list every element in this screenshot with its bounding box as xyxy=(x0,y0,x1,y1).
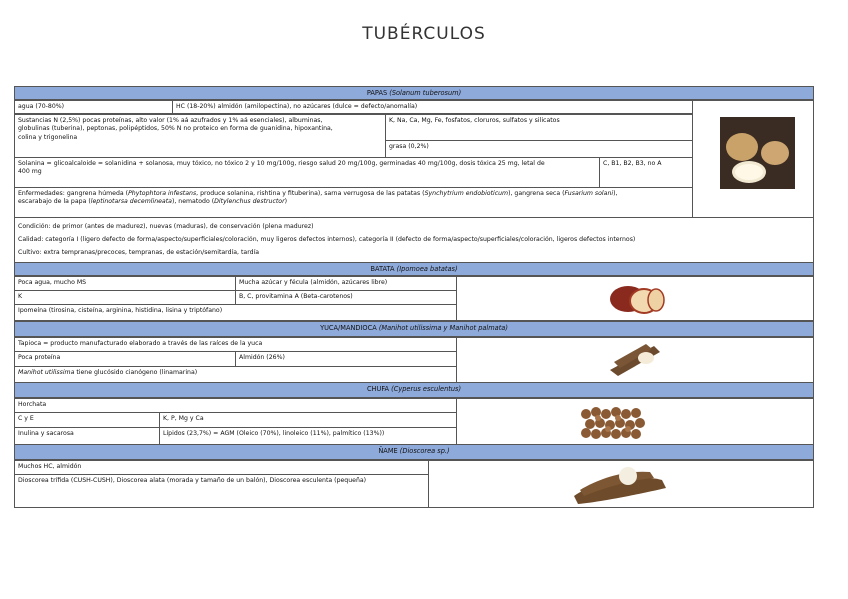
yuca-r2c1: Poca proteína xyxy=(14,351,236,367)
batata-header-sci: (Ipomoea batatas) xyxy=(396,265,458,273)
yuca-r1: Tapioca = producto manufacturado elaborado a través de las raíces de la yuca xyxy=(14,337,457,352)
papas-vitaminas: C, B1, B2, B3, no A xyxy=(599,157,693,188)
chufa-header xyxy=(14,382,814,398)
papas-enf-2d: Ditylenchus destructor xyxy=(214,198,285,206)
papas-header-name: PAPAS xyxy=(366,89,388,97)
yuca-header xyxy=(14,321,814,337)
batata-r2c1: K xyxy=(14,290,236,305)
papas-solanina xyxy=(14,157,600,188)
papas-enfermedades xyxy=(14,187,693,218)
sweet-potato-image xyxy=(606,280,666,318)
papas-enf-1e: ), gangrena seca ( xyxy=(508,190,565,197)
papas-minerales: K, Na, Ca, Mg, Fe, fosfatos, cloruros, sulfatos y silicatos xyxy=(385,114,693,141)
chufa-r3c2: Lípidos (23,7%) = AGM (Oleico (70%), linoleico (11%), palmítico (13%)) xyxy=(159,427,457,445)
potato-image xyxy=(720,117,795,189)
yuca-r3-text: tiene glucósido cianógeno (linamarina) xyxy=(74,369,198,376)
batata-r1c2: Mucha azúcar y fécula (almidón, azúcares libre) xyxy=(235,276,457,291)
papas-calidad: Calidad: categoría I (ligero defecto de forma/aspecto/superficiales/coloración, muy ligeros defectos internos), categoría II (defecto de forma/aspecto/superficiales/coloración, ligeros defectos internos) xyxy=(18,236,636,244)
yuca-r2c2: Almidón (26%) xyxy=(235,351,457,367)
papas-cultivo: Cultivo: extra tempranas/precoces, tempranas, de estación/semitardía, tardía xyxy=(18,249,260,257)
papas-sustancias-line2: globulinas (tuberina), peptonas, polipéptidos, 50% N no proteico en forma de guanidina, hipoxantina, xyxy=(18,125,333,133)
yuca-r3 xyxy=(14,366,457,383)
yuca-header-sci: (Manihot utilissima y Manihot palmata) xyxy=(378,324,508,332)
batata-header xyxy=(14,262,814,276)
batata-r2c2: B, C, provitamina A (Beta-carotenos) xyxy=(235,290,457,305)
papas-enf-2a: escarabajo de la papa ( xyxy=(18,198,91,206)
papas-solanina-line2: 400 mg xyxy=(18,168,42,176)
chufa-r3c1: Inulina y sacarosa xyxy=(14,427,160,445)
papas-enf-1a: Enfermedades: gangrena húmeda ( xyxy=(18,190,129,197)
name-header-name: ÑAME xyxy=(378,447,398,455)
papas-enf-2b: leptinotarsa decemlineata xyxy=(90,198,172,206)
papas-grasa: grasa (0,2%) xyxy=(385,140,693,158)
papas-enf-1d: Synchytrium endobioticum xyxy=(424,190,509,197)
batata-r1c1: Poca agua, mucho MS xyxy=(14,276,236,291)
papas-sustancias-line3: colina y trigonelina xyxy=(18,133,78,141)
papas-sustancias-line1: Sustancias N (2,5%) pocas proteínas, alto valor (1% aá azufrados y 1% aá esenciales), albuminas, xyxy=(18,117,323,124)
papas-enf-1f: Fusarium solani xyxy=(564,190,614,197)
papas-header-sci: (Solanum tuberosum) xyxy=(389,89,462,97)
papas-header xyxy=(14,86,814,100)
name-header xyxy=(14,444,814,460)
yuca-r3-sci: Manihot utilissima xyxy=(18,369,75,376)
papas-enf-2c: ), nematodo ( xyxy=(171,198,215,206)
name-header-sci: (Dioscorea sp.) xyxy=(399,447,450,455)
papas-condicion: Condición: de primor (antes de madurez), nuevas (maduras), de conservación (plena madurez) xyxy=(18,223,314,230)
cassava-image xyxy=(606,340,662,378)
yam-image xyxy=(570,462,670,506)
name-r1: Muchos HC, almidón xyxy=(14,460,429,475)
name-r2: Dioscorea trífida (CUSH-CUSH), Dioscorea alata (morada y tamaño de un balón), Dioscorea esculenta (pequeña) xyxy=(14,474,429,508)
papas-enf-line2 xyxy=(18,198,689,206)
yuca-header-name: YUCA/MANDIOCA xyxy=(320,324,377,332)
chufa-r2c2: K, P, Mg y Ca xyxy=(159,412,457,428)
papas-enf-1b: Phytophtora infestans xyxy=(128,190,197,197)
papas-enf-2e: ) xyxy=(284,198,288,206)
page-title: TUBÉRCULOS xyxy=(362,24,486,44)
papas-hc: HC (18-20%) almidón (amilopectina), no azúcares (dulce = defecto/anomalía) xyxy=(172,100,693,114)
batata-r3: Ipomeína (tirosina, cisteína, arginina, histidina, lisina y triptófano) xyxy=(14,304,457,321)
tiger-nut-image xyxy=(578,404,648,440)
papas-enf-1c: , produce solanina, rishtina y fituberina), sarna verrugosa de las patatas ( xyxy=(196,190,425,197)
chufa-header-name: CHUFA xyxy=(366,385,390,393)
papas-agua: agua (70-80%) xyxy=(14,100,173,114)
papas-condiciones xyxy=(14,217,814,263)
papas-solanina-line1: Solanina = glicoalcaloide = solanidina + solanosa, muy tóxico, no tóxico 2 y 10 mg/100g, riesgo salud 20 mg/100g, germinadas 40 mg/100g, dosis tóxica 25 mg, letal de xyxy=(18,160,545,167)
chufa-header-sci: (Cyperus esculentus) xyxy=(391,385,462,393)
chufa-r1: Horchata xyxy=(14,398,457,413)
chufa-r2c1: C y E xyxy=(14,412,160,428)
papas-enf-1g: ), xyxy=(613,190,618,197)
papas-sustancias xyxy=(14,114,386,158)
batata-header-name: BATATA xyxy=(370,265,395,273)
